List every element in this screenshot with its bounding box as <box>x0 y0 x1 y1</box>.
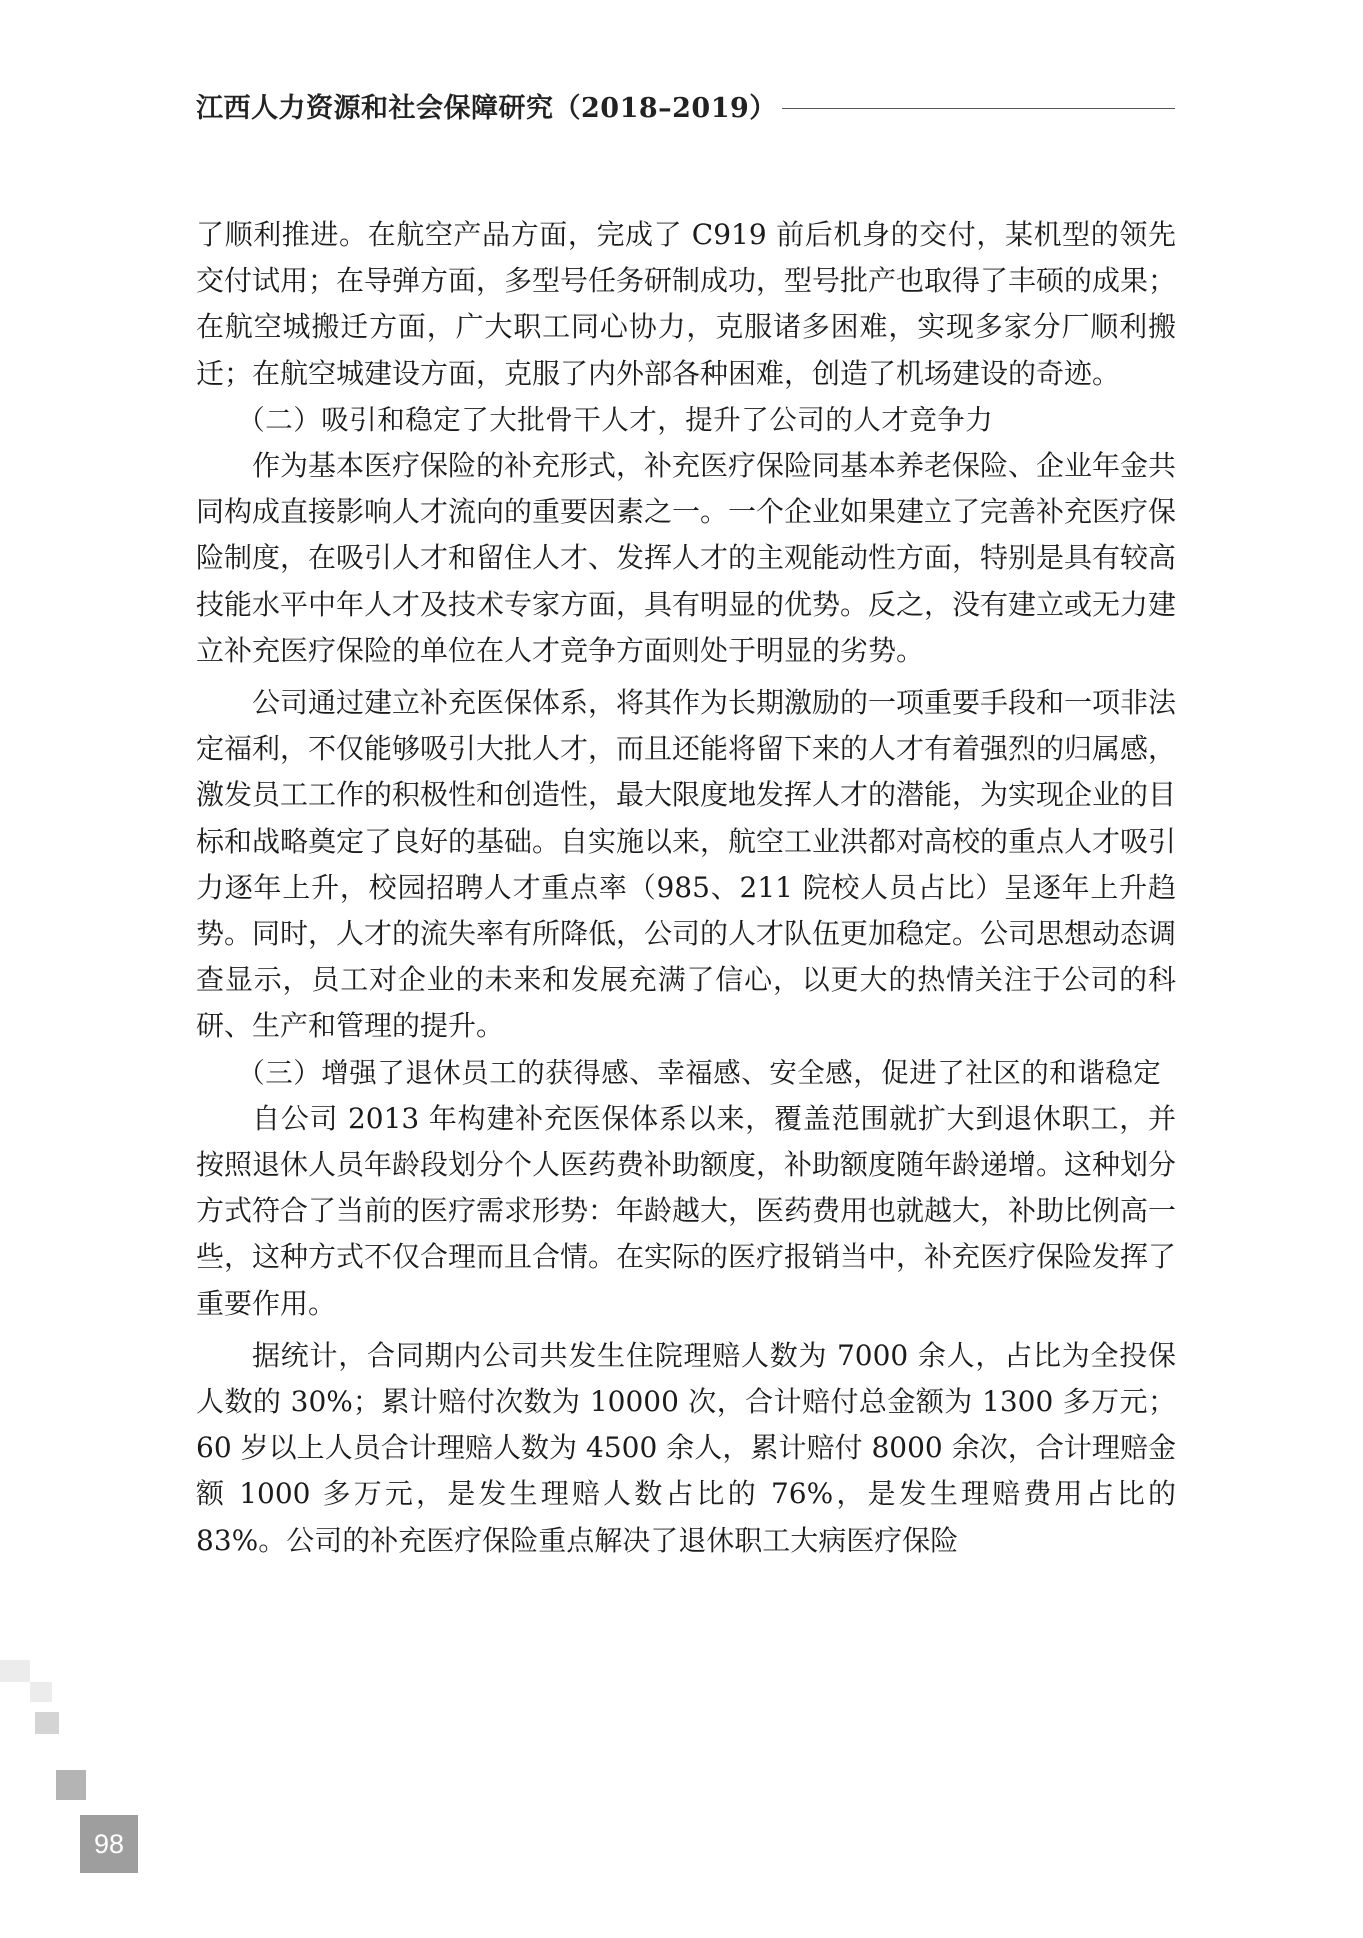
paragraph-5: 据统计，合同期内公司共发生住院理赔人数为 7000 余人，占比为全投保人数的 30%；累计赔付次数为 10000 次，合计赔付总金额为 1300 多万元；60 岁以上人员合计理赔人数为 4500 余人，累计赔付 8000 余次，合计理赔金额 1000 多万元，是发生理赔人数占比的 76%，是发生理赔费用占比的 83%。公司的补充医疗保险重点解决了退休职工大病医疗保险 <box>196 1338 1176 1557</box>
paragraph-1: 了顺利推进。在航空产品方面，完成了 C919 前后机身的交付，某机型的领先交付试用；在导弹方面，多型号任务研制成功，型号批产也取得了丰硕的成果；在航空城搬迁方面，广大职工同心协力，克服诸多困难，实现多家分厂顺利搬迁；在航空城建设方面，克服了内外部各种困难，创造了机场建设的奇迹。 <box>196 218 1177 390</box>
decorative-square <box>0 1660 30 1682</box>
decorative-square <box>35 1712 59 1734</box>
running-title: 江西人力资源和社会保障研究（2018–2019） <box>196 93 777 124</box>
paragraph-3: 公司通过建立补充医保体系，将其作为长期激励的一项重要手段和一项非法定福利，不仅能够吸引大批人才，而且还能将留下来的人才有着强烈的归属感，激发员工工作的积极性和创造性，最大限度地发挥人才的潜能，为实现企业的目标和战略奠定了良好的基础。自实施以来，航空工业洪都对高校的重点人才吸引力逐年上升，校园招聘人才重点率（985、211 院校人员占比）呈逐年上升趋势。同时，人才的流失率有所降低，公司的人才队伍更加稳定。公司思想动态调查显示，员工对企业的未来和发展充满了信心，以更大的热情关注于公司的科研、生产和管理的提升。 <box>196 686 1177 1043</box>
page-number: 98 <box>93 1828 125 1859</box>
decorative-square <box>30 1682 52 1702</box>
decorative-square <box>56 1770 86 1800</box>
page-number-box <box>80 1815 138 1873</box>
paragraph-4: 自公司 2013 年构建补充医保体系以来，覆盖范围就扩大到退休职工，并按照退休人员年龄段划分个人医药费补助额度，补助额度随年龄递增。这种划分方式符合了当前的医疗需求形势：年龄越大，医药费用也就越大，补助比例高一些，这种方式不仅合理而且合情。在实际的医疗报销当中，补充医疗保险发挥了重要作用。 <box>196 1101 1177 1320</box>
body-text <box>196 212 1176 1564</box>
header-rule <box>782 108 1175 109</box>
section-heading-2: （二）吸引和稳定了大批骨干人才，提升了公司的人才竞争力 <box>237 403 994 436</box>
paragraph-2: 作为基本医疗保险的补充形式，补充医疗保险同基本养老保险、企业年金共同构成直接影响人才流向的重要因素之一。一个企业如果建立了完善补充医疗保险制度，在吸引人才和留住人才、发挥人才的主观能动性方面，特别是具有较高技能水平中年人才及技术专家方面，具有明显的优势。反之，没有建立或无力建立补充医疗保险的单位在人才竞争方面则处于明显的劣势。 <box>196 449 1177 667</box>
section-heading-3: （三）增强了退休员工的获得感、幸福感、安全感，促进了社区的和谐稳定 <box>237 1056 1162 1089</box>
